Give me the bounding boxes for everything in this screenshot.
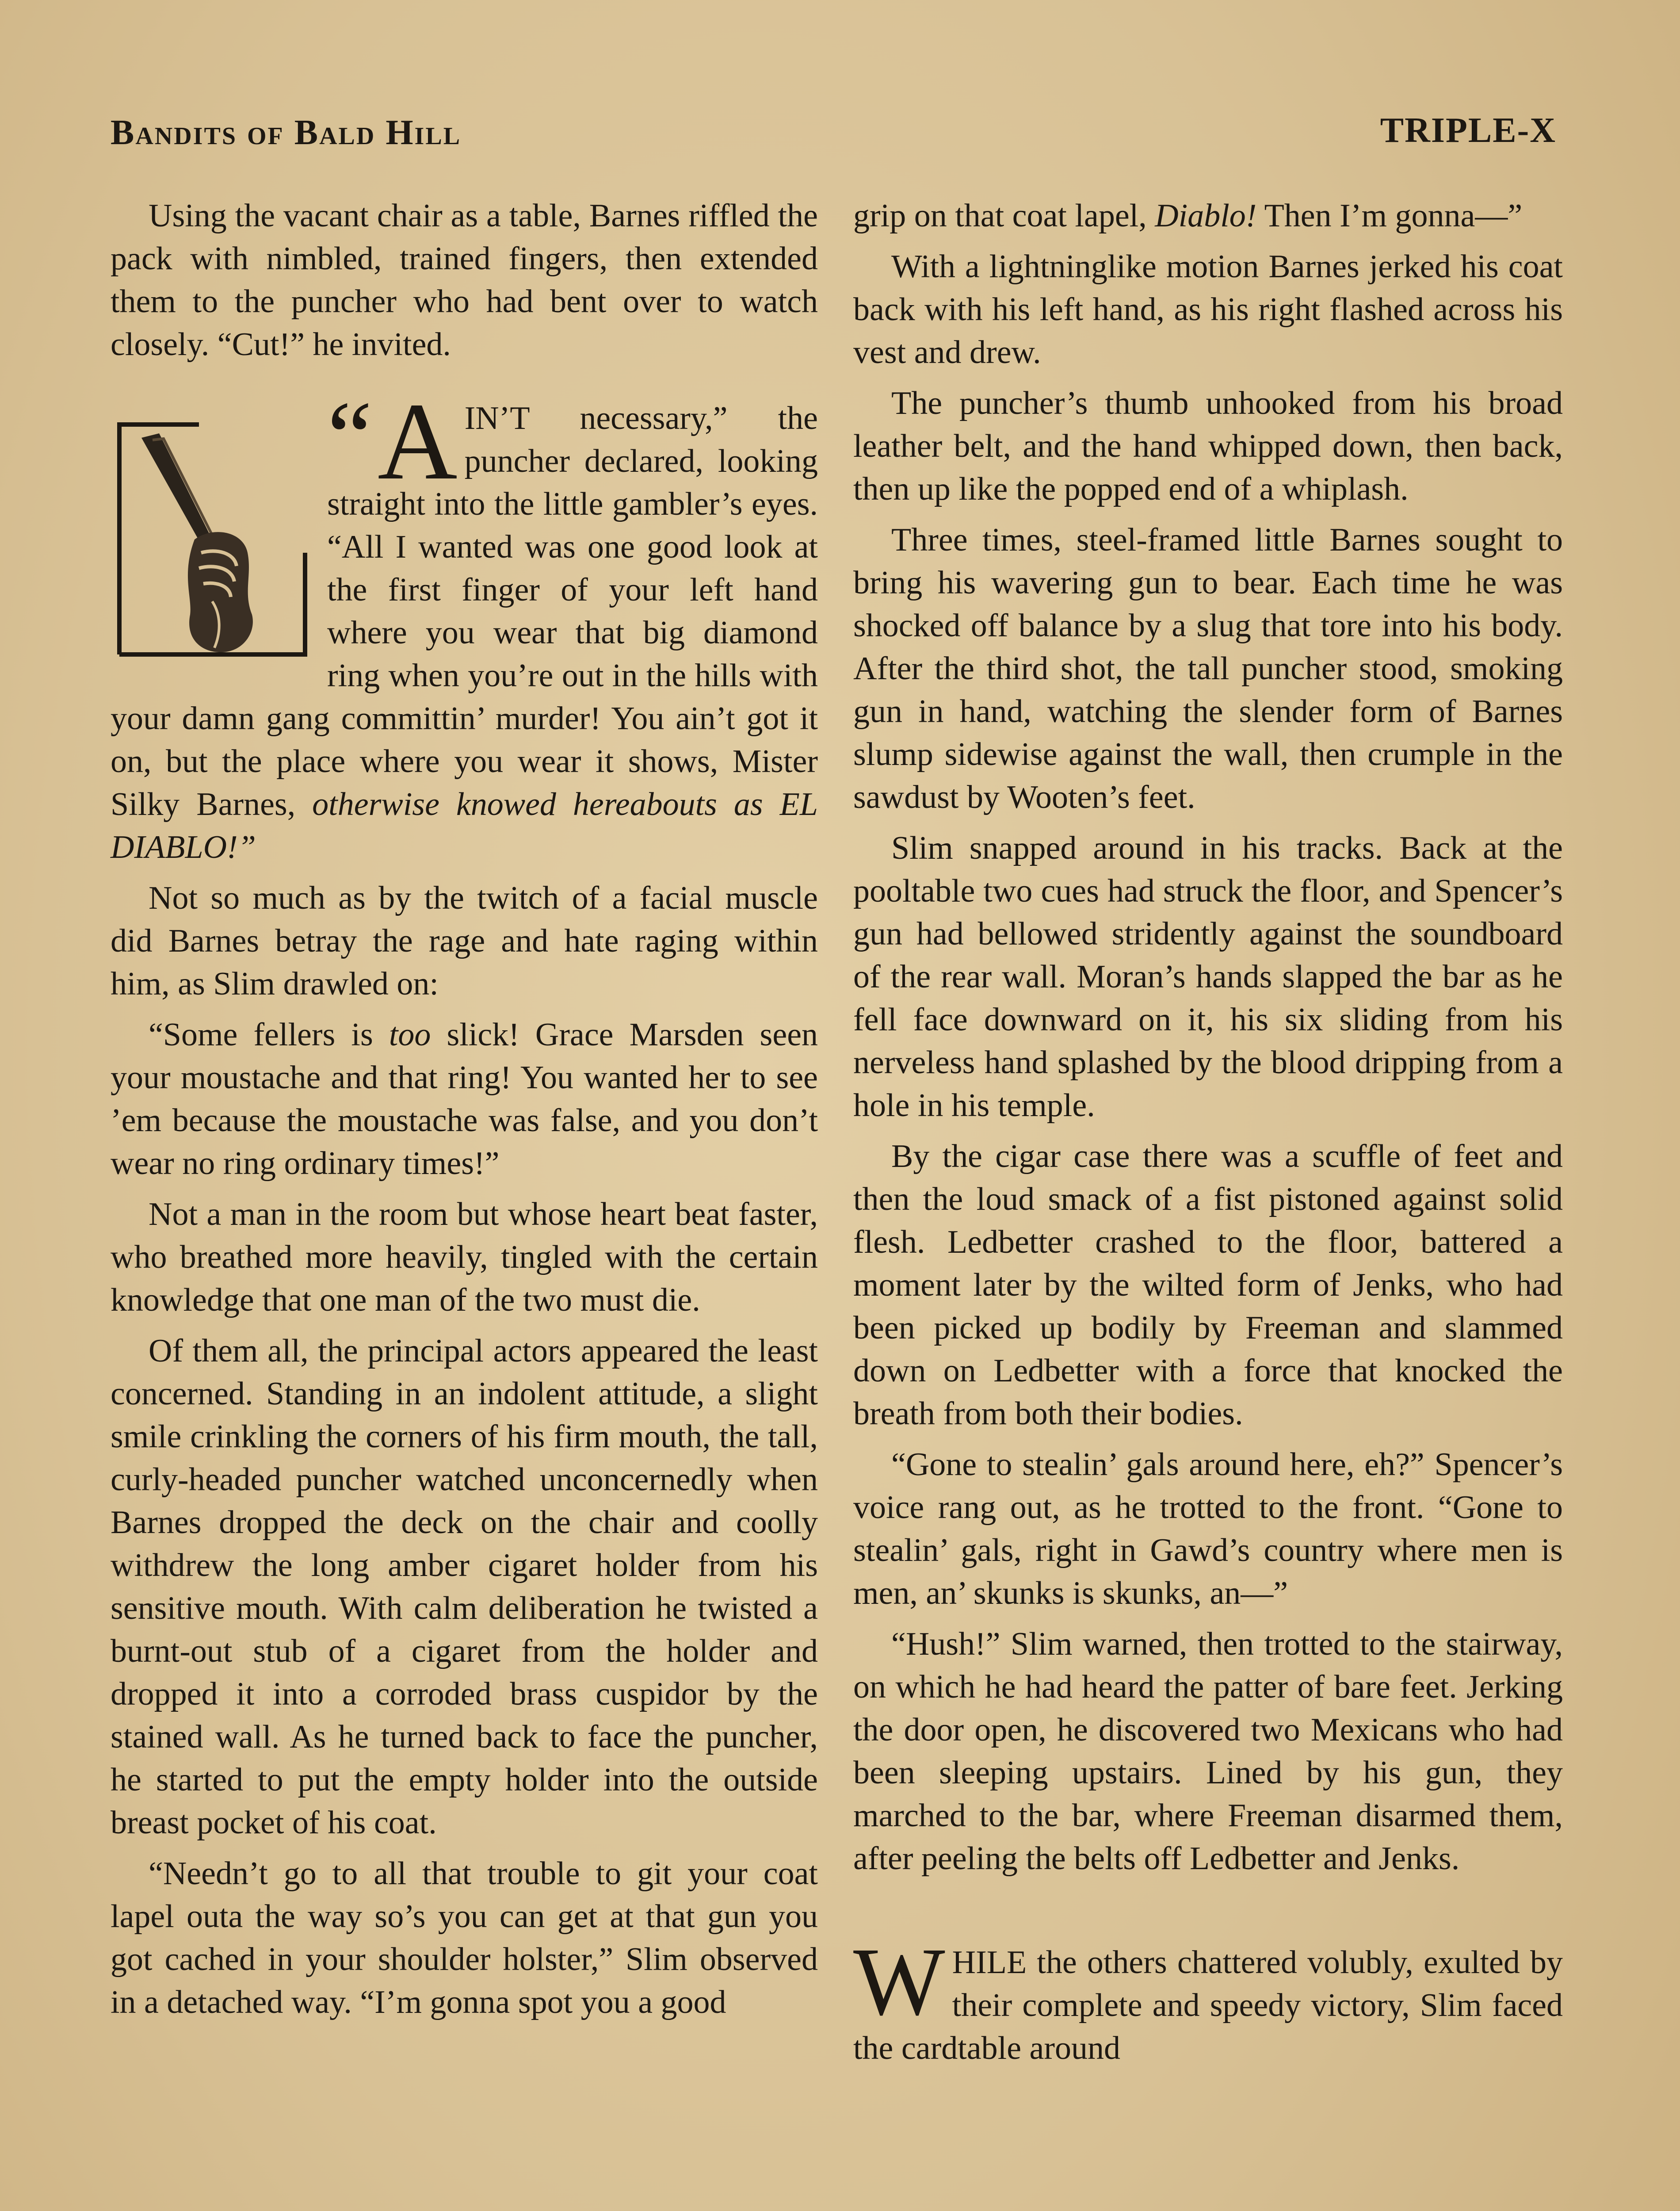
italic-text: Diablo! <box>1155 198 1257 234</box>
running-head-story-title: Bandits of Bald Hill <box>111 113 462 152</box>
paragraph-text: grip on that coat lapel, <box>853 198 1147 234</box>
paragraph: Of them all, the principal actors appeared the least concerned. Standing in an indolent attitude, a slight smile crinkling the corners of his firm mouth, the tall, curly-headed puncher watched unconcernedly when Barnes dropped the deck on the chair and coolly withdrew the long amber cigaret holder from his sensitive mouth. With calm deliberation he twisted a burnt-out stub of a cigaret from the holder and dropped it into a corroded brass cuspidor by the stained wall. As he turned back to face the puncher, he started to put the empty holder into the outside breast pocket of his coat. <box>111 1333 818 1841</box>
fist-holding-gun-illustration <box>111 407 314 672</box>
left-text-column <box>111 195 818 2211</box>
paragraph: The puncher’s thumb unhooked from his broad leather belt, and the hand whipped down, then back, then up like the popped end of a whiplash. <box>853 385 1563 507</box>
right-text-column <box>853 195 1563 2211</box>
paragraph: Not so much as by the twitch of a facial muscle did Barnes betray the rage and hate raging within him, as Slim drawled on: <box>111 880 818 1002</box>
paragraph: “Needn’t go to all that trouble to git your coat lapel outa the way so’s you can get at that gun you got cached in your shoulder holster,” Slim observed in a detached way. “I’m gonna spot you a good <box>111 1855 818 2020</box>
paragraph: With a lightninglike motion Barnes jerked his coat back with his left hand, as his right flashed across his vest and drew. <box>853 249 1563 371</box>
paragraph: Slim snapped around in his tracks. Back at the pooltable two cues had struck the floor, and Spencer’s gun had bellowed stridently against the soundboard of the rear wall. Moran’s hands slapped the bar as he fell face downward on it, his six sliding from his nerveless hand splashed by the blood dripping from a hole in his temple. <box>853 830 1563 1124</box>
drop-cap-letter: A <box>378 380 458 503</box>
paragraph-text: IN’T necessary,” the puncher declared, looking straight into the little gambler’s eyes. “All I wanted was one good look at the first finger of your left hand where you wear that big diamond ring when you’re out in the hills with your damn gang committin’ murder! You ain’t got it on, but the place where you wear it shows, Mister Silky Barnes, <box>111 400 818 822</box>
paragraph-text: Then I’m gonna—” <box>1264 198 1523 234</box>
paragraph: Not a man in the room but whose heart beat faster, who breathed more heavily, tingled with the certain knowledge that one man of the two must die. <box>111 1196 818 1318</box>
paragraph: “Gone to stealin’ gals around here, eh?” Spencer’s voice rang out, as he trotted to the front. “Gone to stealin’ gals, right in Gawd’s country where men is men, an’ skunks is skunks, an—” <box>853 1446 1563 1611</box>
paragraph <box>111 1014 818 1185</box>
paragraph: By the cigar case there was a scuffle of feet and then the loud smack of a fist pistoned against solid flesh. Ledbetter crashed to the floor, battered a moment later by the wilted form of Jenks, who had been picked up bodily by Freeman and slammed down on Ledbetter with a force that knocked the breath from both their bodies. <box>853 1138 1563 1432</box>
italic-text: otherwise knowed hereabouts as EL DIABLO!” <box>111 786 818 865</box>
drop-cap-letter: W <box>853 1928 945 2035</box>
paragraph-with-drop-cap <box>853 1928 1563 2070</box>
paragraph-text: HILE the others chattered volubly, exulted by their complete and speedy victory, Slim faced the cardtable around <box>853 1944 1563 2066</box>
italic-text: too <box>389 1017 431 1053</box>
paragraph-text: slick! Grace Marsden seen your moustache and that ring! You wanted her to see ’em because the moustache was false, and you don’t wear no ring ordinary times!” <box>111 1017 818 1182</box>
paragraph-with-illustration <box>111 380 818 869</box>
paragraph: “Hush!” Slim warned, then trotted to the stairway, on which he had heard the patter of bare feet. Jerking the door open, he discovered two Mexicans who had been sleeping upstairs. Lined by his gun, they marched to the bar, where Freeman disarmed them, after peeling the belts off Ledbetter and Jenks. <box>853 1626 1563 1877</box>
opening-quote-mark: “ <box>327 380 373 493</box>
running-head-magazine: TRIPLE-X <box>1380 111 1556 150</box>
paragraph <box>853 195 1563 237</box>
paragraph-text: “Some fellers is <box>149 1017 373 1053</box>
paragraph: Using the vacant chair as a table, Barnes riffled the pack with nimbled, trained fingers, then extended them to the puncher who had bent over to watch closely. “Cut!” he invited. <box>111 198 818 363</box>
section-break <box>853 1888 1563 1941</box>
paragraph: Three times, steel-framed little Barnes sought to bring his wavering gun to bear. Each time he was shocked off balance by a slug that tore into his body. After the third shot, the tall puncher stood, smoking gun in hand, watching the slender form of Barnes slump sidewise against the wall, then crumple in the sawdust by Wooten’s feet. <box>853 522 1563 815</box>
